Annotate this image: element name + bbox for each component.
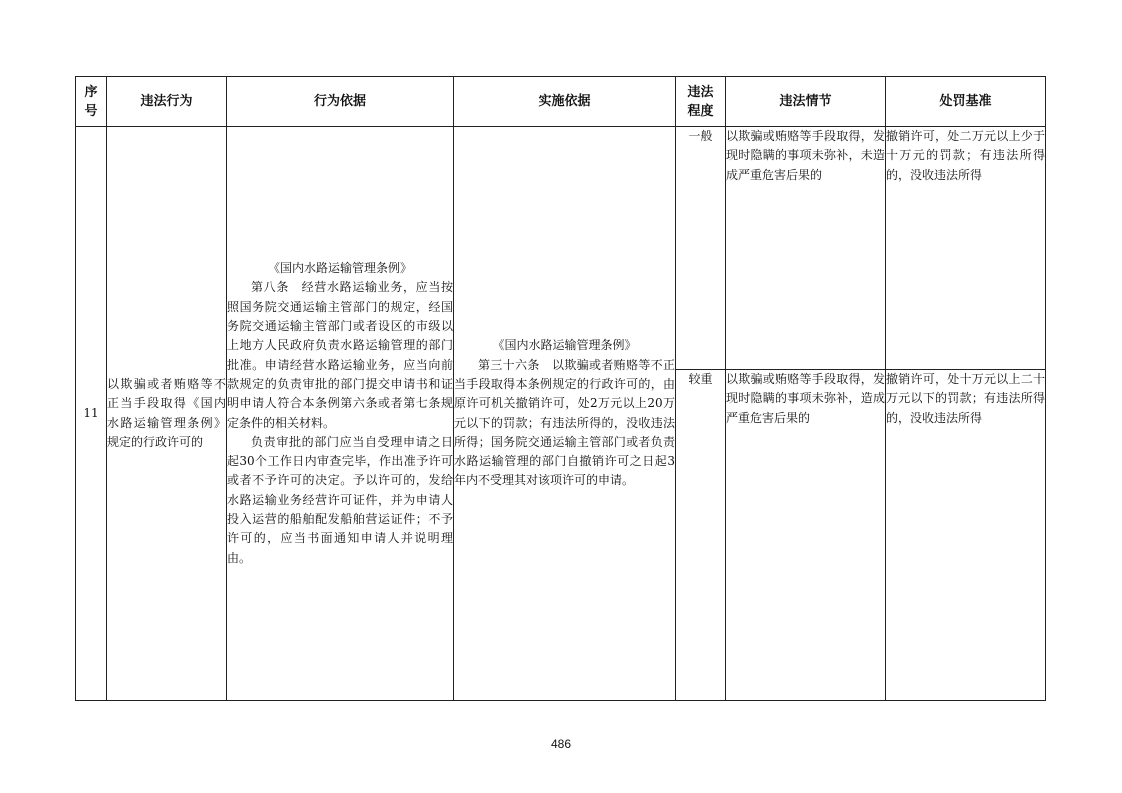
header-act: 违法行为 (107, 77, 227, 127)
header-impl: 实施依据 (454, 77, 676, 127)
act-basis (227, 127, 454, 701)
row-number: 11 (76, 127, 107, 701)
degree-general: 一般 (676, 127, 726, 370)
penalty-standard-table (75, 76, 1046, 701)
penalty-serious: 撤销许可，处十万元以上二十万元以下的罚款；有违法所得的，没收违法所得 (886, 370, 1046, 701)
header-basis: 行为依据 (227, 77, 454, 127)
circumstance-general: 以欺骗或贿赂等手段取得，发现时隐瞒的事项未弥补，未造成严重危害后果的 (726, 127, 886, 370)
header-row (76, 77, 1046, 127)
header-degree: 违法 程度 (676, 77, 726, 127)
header-no: 序 号 (76, 77, 107, 127)
implementation-basis (454, 127, 676, 701)
basis-article-8-para-2: 负责审批的部门应当自受理申请之日起30个工作日内审查完毕，作出准予许可或者不予许可的决定。予以许可的，发给水路运输业务经营许可证件，并为申请人投入运营的船舶配发船舶营运证件；不予许可的，应当书面通知申请人并说明理由。 (227, 434, 453, 565)
violation-act: 以欺骗或者贿赂等不正当手段取得《国内水路运输管理条例》规定的行政许可的 (107, 127, 227, 701)
table-row (76, 127, 1046, 370)
circumstance-serious: 以欺骗或贿赂等手段取得，发现时隐瞒的事项未弥补，造成严重危害后果的 (726, 370, 886, 701)
impl-title: 《国内水路运输管理条例》 (492, 338, 637, 353)
page-number: 486 (550, 737, 572, 751)
basis-article-8-para-1: 第八条 经营水路运输业务，应当按照国务院交通运输主管部门的规定，经国务院交通运输主管部门或者设区的市级以上地方人民政府负责水路运输管理的部门批准。申请经营水路运输业务，应当向前款规定的负责审批的部门提交申请书和证明申请人符合本条例第六条或者第七条规定条件的相关材料。 (227, 280, 453, 430)
penalty-general: 撤销许可，处二万元以上少于十万元的罚款；有违法所得的，没收违法所得 (886, 127, 1046, 370)
header-circumstance: 违法情节 (726, 77, 886, 127)
impl-article-36: 第三十六条 以欺骗或者贿赂等不正当手段取得本条例规定的行政许可的，由原许可机关撤销许可，处2万元以上20万元以下的罚款；有违法所得的，没收违法所得；国务院交通运输主管部门或者负责水路运输管理的部门自撤销许可之日起3年内不受理其对该项许可的申请。 (454, 357, 675, 488)
basis-title: 《国内水路运输管理条例》 (267, 261, 412, 276)
degree-serious: 较重 (676, 370, 726, 701)
header-penalty: 处罚基准 (886, 77, 1046, 127)
